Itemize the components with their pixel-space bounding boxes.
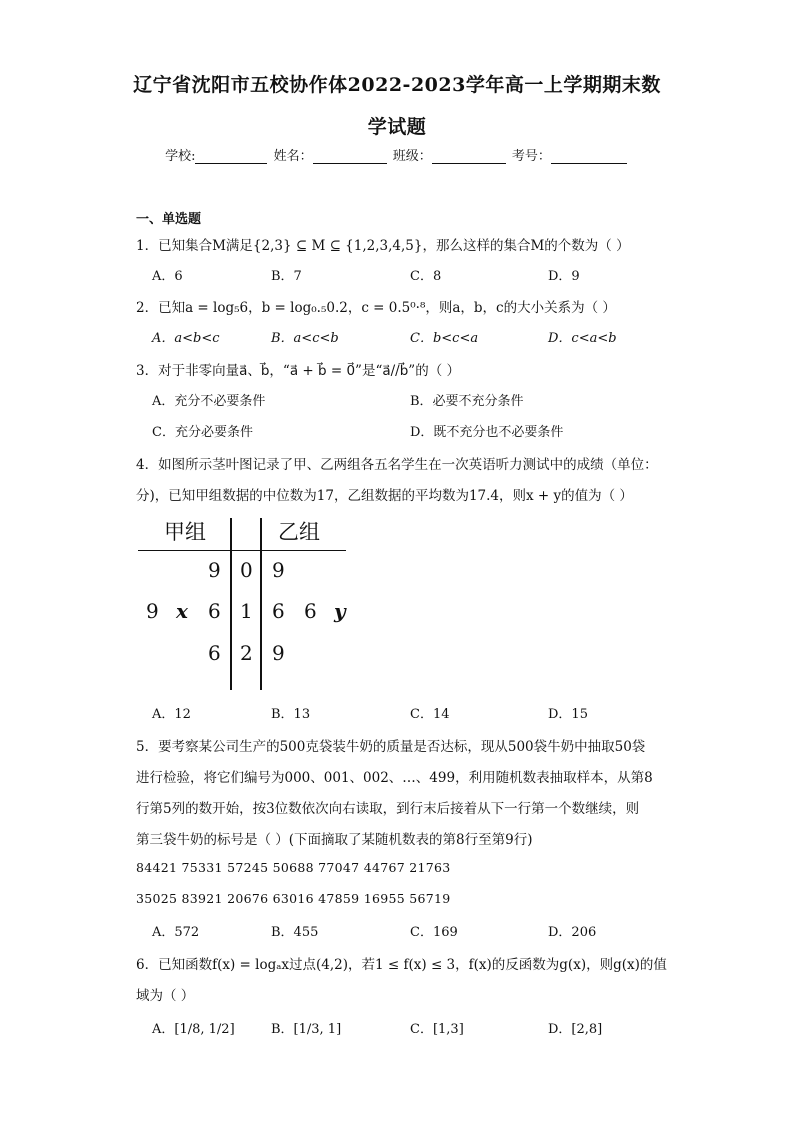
q3-options-row2 <box>152 421 712 441</box>
q6-text-line1: 6．已知函数f(x) = logₐx过点(4,2)，若1 ≤ f(x) ≤ 3，f(x)的反函数为g(x)，则g(x)的值 <box>136 957 667 973</box>
q3-option-c[interactable]: C．充分必要条件 <box>152 425 253 440</box>
stem-left-header: 甲组 <box>164 520 206 544</box>
q2-option-b[interactable]: B．a<c<b <box>271 331 339 346</box>
q3-option-a[interactable]: A．充分不必要条件 <box>152 394 266 409</box>
q6-option-d[interactable]: D．[2,8] <box>548 1022 603 1037</box>
stem-leaf-unknown-y: y <box>334 599 346 623</box>
stem-value: 2 <box>240 641 253 665</box>
school-blank[interactable] <box>195 150 267 164</box>
stem-divider-right <box>260 518 262 690</box>
q6-option-b[interactable]: B．[1/3, 1] <box>271 1022 342 1037</box>
q4-option-c[interactable]: C．14 <box>410 707 450 722</box>
q5-text-line4: 第三袋牛奶的标号是（ ）(下面摘取了某随机数表的第8行至第9行) <box>136 832 533 848</box>
q5-option-c[interactable]: C．169 <box>410 925 458 940</box>
q5-option-d[interactable]: D．206 <box>548 925 597 940</box>
name-label: 姓名： <box>273 149 313 164</box>
q3-options-row1 <box>152 390 712 410</box>
q2-option-d[interactable]: D．c<a<b <box>548 331 617 346</box>
q2-options <box>152 327 712 347</box>
stem-leaf-value: 9 <box>146 599 159 623</box>
q5-text-line2: 进行检验，将它们编号为000、001、002、…、499，利用随机数表抽取样本，从第8 <box>136 770 653 786</box>
stem-leaf-value: 6 <box>208 599 221 623</box>
class-label: 班级： <box>392 149 432 164</box>
q4-options <box>152 703 712 723</box>
stem-divider-left <box>230 518 232 690</box>
number-blank[interactable] <box>551 150 627 164</box>
q1-text: 1．已知集合M满足{2,3} ⊆ M ⊆ {1,2,3,4,5}，那么这样的集合M的个数为（ ） <box>136 238 630 254</box>
q4-text-line2: 分)，已知甲组数据的中位数为17，乙组数据的平均数为17.4，则x + y的值为（ ） <box>136 488 633 504</box>
stem-value: 1 <box>240 599 253 623</box>
q4-option-b[interactable]: B．13 <box>271 707 311 722</box>
q1-option-b[interactable]: B．7 <box>271 269 302 284</box>
stem-leaf-value: 6 <box>208 641 221 665</box>
stem-header-divider <box>138 550 346 551</box>
stem-leaf-plot <box>138 510 358 690</box>
stem-leaf-value: 9 <box>272 641 285 665</box>
q5-option-b[interactable]: B．455 <box>271 925 319 940</box>
q5-option-a[interactable]: A．572 <box>152 925 200 940</box>
q1-option-d[interactable]: D．9 <box>548 269 580 284</box>
q6-option-a[interactable]: A．[1/8, 1/2] <box>152 1022 235 1037</box>
stem-value: 0 <box>240 558 253 582</box>
q1-options <box>152 265 712 285</box>
student-info-row <box>0 145 794 164</box>
q2-option-c[interactable]: C．b<c<a <box>410 331 479 346</box>
q5-text-line3: 行第5列的数开始，按3位数依次向右读取，到行末后接着从下一行第一个数继续，则 <box>136 801 640 817</box>
q3-option-d[interactable]: D．既不充分也不必要条件 <box>410 425 564 440</box>
q3-option-b[interactable]: B．必要不充分条件 <box>410 394 524 409</box>
number-label: 考号： <box>511 149 551 164</box>
q3-text: 3．对于非零向量a⃗、b⃗，“a⃗ + b⃗ = 0⃗”是“a⃗//b⃗”的（ ） <box>136 363 460 379</box>
q6-option-c[interactable]: C．[1,3] <box>410 1022 464 1037</box>
name-blank[interactable] <box>313 150 387 164</box>
stem-right-header: 乙组 <box>278 520 320 544</box>
q5-text-line1: 5．要考察某公司生产的500克袋装牛奶的质量是否达标，现从500袋牛奶中抽取50袋 <box>136 739 646 755</box>
q4-option-d[interactable]: D．15 <box>548 707 588 722</box>
q2-text: 2．已知a = log₅6，b = log₀.₅0.2，c = 0.5⁰·⁸，则a，b，c的大小关系为（ ） <box>136 300 616 316</box>
stem-leaf-value: 6 <box>304 599 317 623</box>
q4-text-line1: 4．如图所示茎叶图记录了甲、乙两组各五名学生在一次英语听力测试中的成绩（单位： <box>136 457 658 473</box>
class-blank[interactable] <box>432 150 506 164</box>
q4-option-a[interactable]: A．12 <box>152 707 191 722</box>
exam-title-line2: 学试题 <box>367 116 427 138</box>
q6-options <box>152 1018 712 1038</box>
q5-options <box>152 921 712 941</box>
stem-leaf-unknown-x: x <box>176 599 188 623</box>
q6-text-line2: 域为（ ） <box>136 988 195 1004</box>
random-table-row8: 84421 75331 57245 50688 77047 44767 21763 <box>136 860 451 875</box>
school-label: 学校: <box>165 149 196 164</box>
stem-leaf-value: 9 <box>272 558 285 582</box>
q2-option-a[interactable]: A．a<b<c <box>152 331 220 346</box>
section-heading: 一、单选题 <box>136 212 202 227</box>
q1-option-a[interactable]: A．6 <box>152 269 183 284</box>
stem-leaf-value: 9 <box>208 558 221 582</box>
q1-option-c[interactable]: C．8 <box>410 269 442 284</box>
random-table-row9: 35025 83921 20676 63016 47859 16955 56719 <box>136 891 451 906</box>
exam-title-line1: 辽宁省沈阳市五校协作体2022-2023学年高一上学期期末数 <box>133 74 661 96</box>
stem-leaf-value: 6 <box>272 599 285 623</box>
